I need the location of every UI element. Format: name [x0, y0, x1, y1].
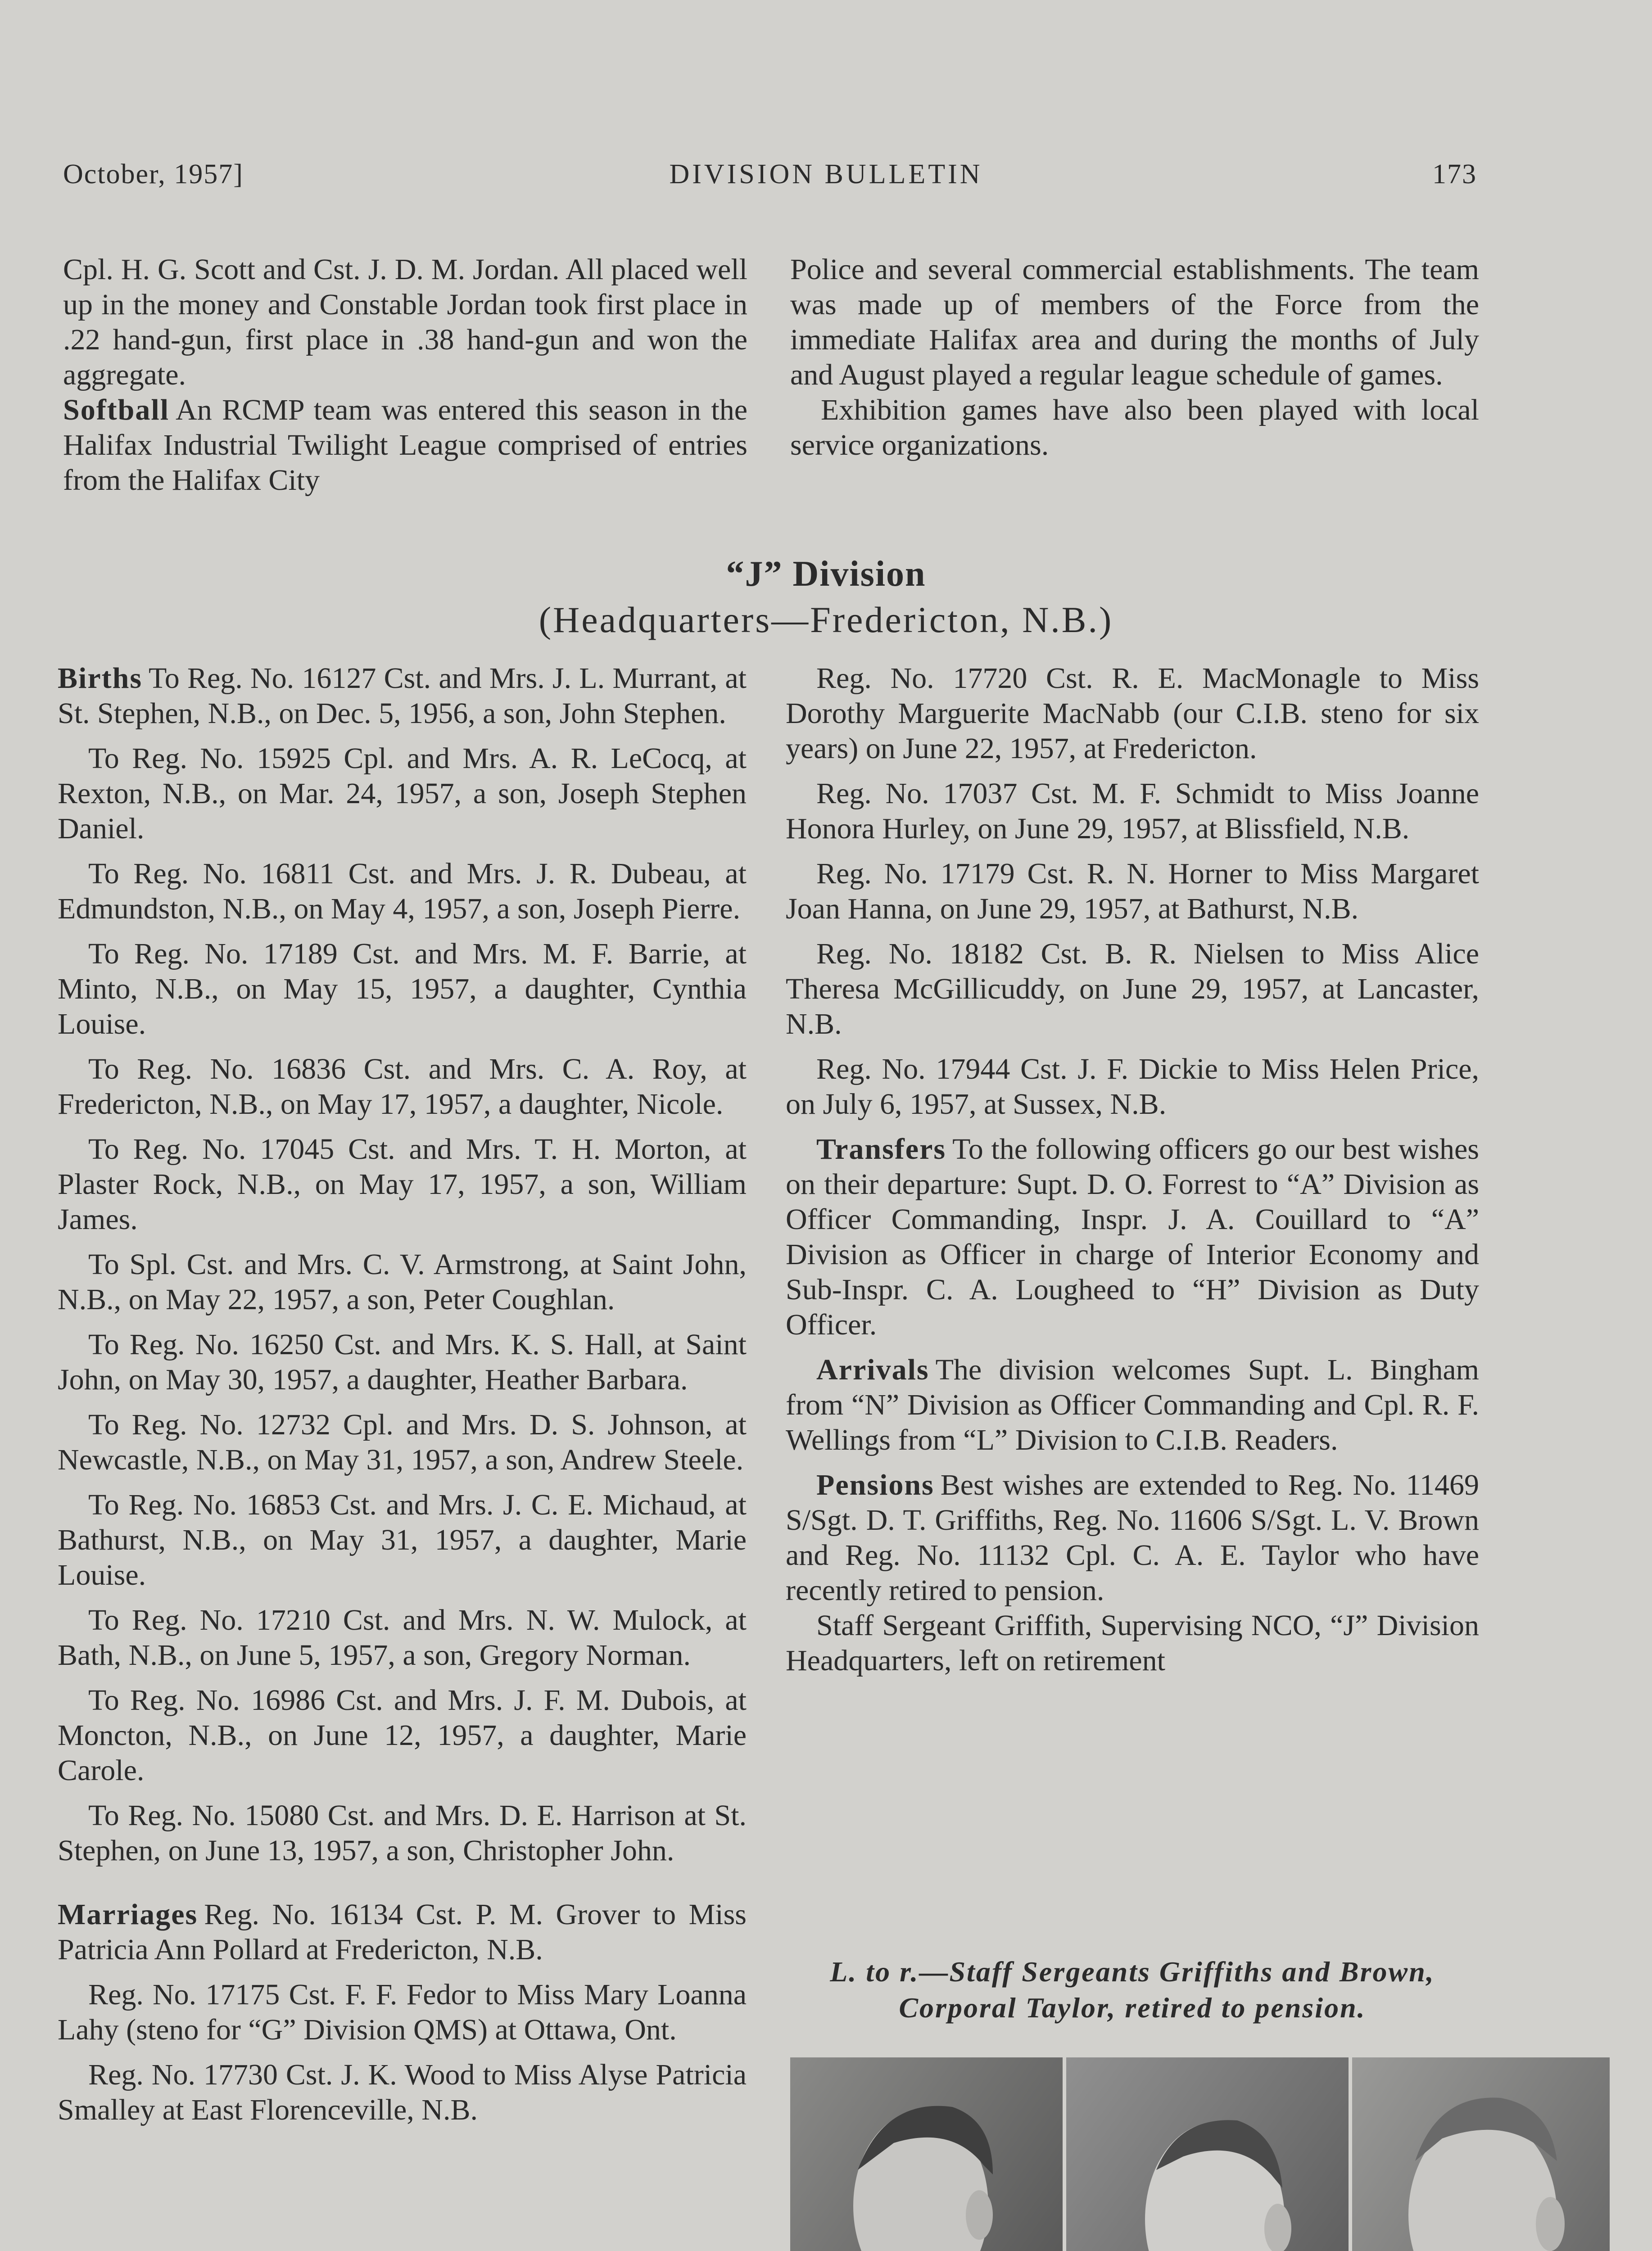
photo-caption: [786, 1954, 1479, 2026]
birth-entry: To Reg. No. 12732 Cpl. and Mrs. D. S. Johnson, at Newcastle, N.B., on May 31, 1957, a son, Andrew Steele.: [58, 1408, 747, 1476]
pensions-paragraph: [786, 1468, 1479, 1608]
marriages-heading: Marriages: [58, 1898, 198, 1931]
marriage-entry: Reg. No. 17730 Cst. J. K. Wood to Miss Alyse Patricia Smalley at East Florenceville, N.B.: [58, 2058, 747, 2126]
birth-entry: To Reg. No. 16811 Cst. and Mrs. J. R. Dubeau, at Edmundston, N.B., on May 4, 1957, a son, Joseph Pierre.: [58, 857, 747, 925]
marriages-paragraph: [58, 1897, 747, 1967]
portrait-photo-griffiths: [790, 2057, 1063, 2251]
section-subtitle: (Headquarters—Fredericton, N.B.): [539, 599, 1113, 640]
softball-paragraph: [63, 393, 747, 498]
birth-entry: To Reg. No. 15080 Cst. and Mrs. D. E. Harrison at St. Stephen, on June 13, 1957, a son, Christopher John.: [58, 1799, 747, 1867]
births-text: To Reg. No. 16127 Cst. and Mrs. J. L. Murrant, at St. Stephen, N.B., on Dec. 5, 1956, a son, John Stephen.: [58, 662, 747, 730]
arrivals-paragraph: [786, 1352, 1479, 1458]
births-heading: Births: [58, 662, 143, 695]
pensions-heading: Pensions: [816, 1469, 934, 1501]
section-title: “J” Division: [726, 554, 926, 594]
marriage-entry: Reg. No. 17037 Cst. M. F. Schmidt to Miss Joanne Honora Hurley, on June 29, 1957, at Blissfield, N.B.: [786, 777, 1479, 845]
top-right-column: [790, 252, 1479, 463]
birth-entry: To Reg. No. 17189 Cst. and Mrs. M. F. Barrie, at Minto, N.B., on May 15, 1957, a daughter, Cynthia Louise.: [58, 937, 747, 1040]
top-left-column: [63, 252, 747, 498]
marriage-entry: Reg. No. 17179 Cst. R. N. Horner to Miss Margaret Joan Hanna, on June 29, 1957, at Bathurst, N.B.: [786, 857, 1479, 925]
paragraph: Police and several commercial establishments. The team was made up of members of the Force from the immediate Halifax area and during the months of July and August played a regular league schedule of games.: [790, 253, 1479, 391]
birth-entry: To Reg. No. 16986 Cst. and Mrs. J. F. M. Dubois, at Moncton, N.B., on June 12, 1957, a daughter, Marie Carole.: [58, 1684, 747, 1787]
paragraph: Exhibition games have also been played with local service organizations.: [790, 393, 1479, 461]
transfers-heading: Transfers: [816, 1133, 946, 1166]
caption-text: —Staff Sergeants Griffiths and Brown, Corporal Taylor, retired to pension.: [899, 1956, 1435, 2024]
birth-entry: To Reg. No. 16853 Cst. and Mrs. J. C. E. Michaud, at Bathurst, N.B., on May 31, 1957, a daughter, Marie Louise.: [58, 1488, 747, 1591]
portrait-photo-taylor: [1352, 2057, 1610, 2251]
births-paragraph: [58, 661, 747, 731]
birth-entry: To Reg. No. 16250 Cst. and Mrs. K. S. Hall, at Saint John, on May 30, 1957, a daughter, Heather Barbara.: [58, 1328, 747, 1396]
pensions-text: Best wishes are extended to Reg. No. 11469 S/Sgt. D. T. Griffiths, Reg. No. 11606 S/Sgt. L. V. Brown and Reg. No. 11132 Cpl. C. A. E. Taylor who have recently retired to pension.: [786, 1469, 1479, 1607]
marriage-entry: Reg. No. 17175 Cst. F. F. Fedor to Miss Mary Loanna Lahy (steno for “G” Division QMS) at Ottawa, Ont.: [58, 1978, 747, 2046]
marriage-entry: Reg. No. 18182 Cst. B. R. Nielsen to Miss Alice Theresa McGillicuddy, on June 29, 1957, at Lancaster, N.B.: [786, 937, 1479, 1040]
marriage-entry: Reg. No. 17944 Cst. J. F. Dickie to Miss Helen Price, on July 6, 1957, at Sussex, N.B.: [786, 1053, 1479, 1121]
softball-text: An RCMP team was entered this season in the Halifax Industrial Twilight League comprised of entries from the Halifax City: [63, 393, 747, 497]
birth-entry: To Reg. No. 17210 Cst. and Mrs. N. W. Mulock, at Bath, N.B., on June 5, 1957, a son, Gregory Norman.: [58, 1604, 747, 1672]
retirement-paragraph: Staff Sergeant Griffith, Supervising NCO, “J” Division Headquarters, left on retirement: [786, 1609, 1479, 1677]
right-column: [786, 661, 1479, 1678]
marriages-text: Reg. No. 16134 Cst. P. M. Grover to Miss Patricia Ann Pollard at Fredericton, N.B.: [58, 1898, 747, 1966]
issue-date: October, 1957]: [63, 159, 244, 190]
birth-entry: To Reg. No. 17045 Cst. and Mrs. T. H. Morton, at Plaster Rock, N.B., on May 17, 1957, a son, William James.: [58, 1133, 747, 1236]
page-number: 173: [1432, 159, 1477, 190]
birth-entry: To Reg. No. 16836 Cst. and Mrs. C. A. Roy, at Fredericton, N.B., on May 17, 1957, a daughter, Nicole.: [58, 1053, 747, 1121]
birth-entry: To Reg. No. 15925 Cpl. and Mrs. A. R. LeCocq, at Rexton, N.B., on Mar. 24, 1957, a son, Joseph Stephen Daniel.: [58, 742, 747, 845]
running-title: DIVISION BULLETIN: [669, 159, 983, 190]
left-column: [58, 661, 747, 2128]
portrait-photo-brown: [1066, 2057, 1349, 2251]
transfers-paragraph: [786, 1132, 1479, 1342]
birth-entry: To Spl. Cst. and Mrs. C. V. Armstrong, at Saint John, N.B., on May 22, 1957, a son, Peter Coughlan.: [58, 1248, 747, 1316]
transfers-text: To the following officers go our best wishes on their departure: Supt. D. O. Forrest to “A” Division as Officer Commanding, Inspr. J. A. Couillard to “A” Division as Officer in charge of Interior Economy and Sub-Inspr. C. A. Lougheed to “H” Division as Duty Officer.: [786, 1133, 1479, 1341]
paragraph: Cpl. H. G. Scott and Cst. J. D. M. Jordan. All placed well up in the money and Constable Jordan took first place in .22 hand-gun, first place in .38 hand-gun and won the aggregate.: [63, 253, 747, 391]
softball-heading: Softball: [63, 393, 170, 426]
caption-lead: L. to r.: [830, 1956, 919, 1988]
arrivals-heading: Arrivals: [816, 1353, 929, 1386]
marriage-entry: Reg. No. 17720 Cst. R. E. MacMonagle to Miss Dorothy Marguerite MacNabb (our C.I.B. steno for six years) on June 22, 1957, at Fredericton.: [786, 662, 1479, 765]
arrivals-text: The division welcomes Supt. L. Bingham from “N” Division as Officer Commanding and Cpl. R. F. Wellings from “L” Division to C.I.B. Readers.: [786, 1353, 1479, 1456]
